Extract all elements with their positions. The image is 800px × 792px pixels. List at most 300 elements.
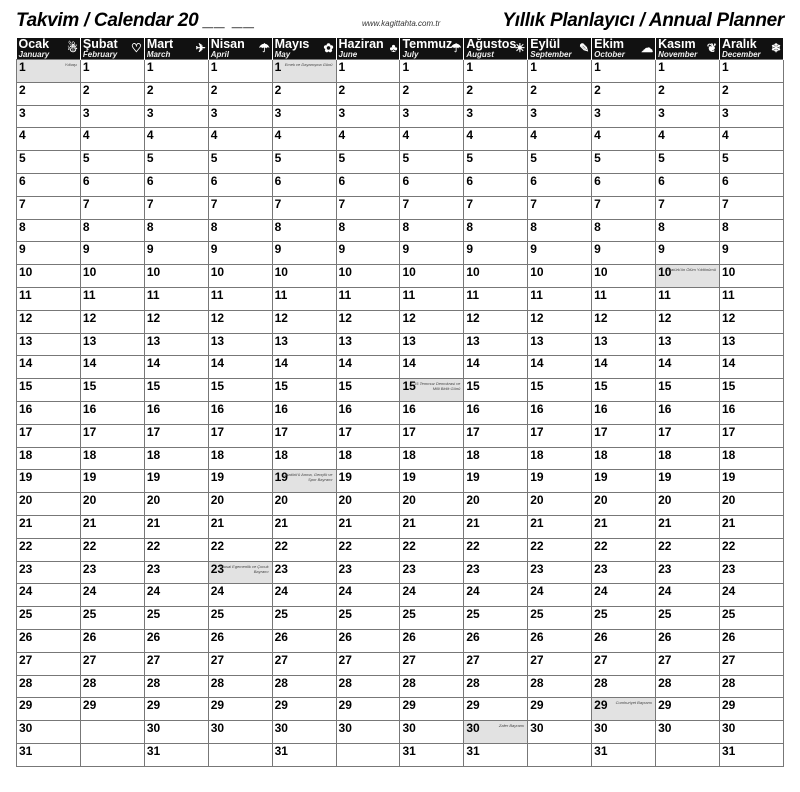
month-header-october: [592, 38, 656, 60]
day-cell: [208, 447, 272, 470]
month-name: Nisan: [210, 38, 245, 51]
day-number: 6: [658, 173, 665, 188]
day-number: 30: [210, 721, 225, 736]
day-number: 12: [530, 310, 544, 325]
day-cell: [272, 128, 336, 151]
day-cell: [80, 447, 144, 470]
day-number: 13: [19, 333, 33, 348]
empty-cell: [656, 743, 720, 766]
day-number: 27: [594, 652, 608, 667]
day-number: 16: [210, 401, 225, 416]
day-row: [17, 333, 784, 356]
annual-planner-grid: [16, 38, 784, 767]
month-header-march: [144, 38, 208, 60]
day-cell: [272, 82, 336, 105]
day-cell: [144, 447, 208, 470]
day-cell: [272, 333, 336, 356]
day-cell: [208, 333, 272, 356]
day-number: 24: [721, 584, 736, 599]
day-cell: [336, 128, 400, 151]
day-cell: [17, 447, 81, 470]
day-number: 3: [338, 105, 346, 120]
day-number: 8: [402, 219, 410, 234]
day-cell: [656, 401, 720, 424]
day-number: 28: [594, 675, 608, 690]
day-number: 3: [19, 105, 26, 120]
day-number: 2: [402, 82, 410, 97]
day-cell: [719, 584, 783, 607]
day-number: 7: [466, 196, 474, 211]
day-row: [17, 538, 784, 561]
day-number: 6: [530, 173, 537, 188]
day-number: 21: [146, 515, 161, 530]
day-number: 11: [210, 287, 224, 302]
day-number: 2: [594, 82, 601, 97]
day-number: 4: [530, 128, 537, 143]
day-number: 7: [721, 196, 729, 211]
day-number: 5: [19, 151, 26, 166]
day-number: 20: [721, 493, 736, 508]
day-number: 16: [466, 401, 480, 416]
day-number: 15: [402, 379, 416, 394]
day-number: 20: [658, 493, 672, 508]
day-number: 29: [146, 698, 161, 713]
day-cell: [719, 538, 783, 561]
day-number: 24: [338, 584, 352, 599]
day-row: [17, 219, 784, 242]
month-english-name: November: [658, 50, 698, 59]
holiday-cell: [592, 698, 656, 721]
day-number: 30: [402, 721, 416, 736]
day-number: 4: [274, 128, 282, 143]
day-cell: [656, 219, 720, 242]
day-cell: [528, 698, 592, 721]
day-cell: [80, 629, 144, 652]
day-number: 16: [82, 401, 97, 416]
day-cell: [17, 424, 81, 447]
day-cell: [719, 173, 783, 196]
day-cell: [656, 242, 720, 265]
day-cell: [17, 561, 81, 584]
day-number: 10: [338, 265, 352, 280]
day-cell: [656, 82, 720, 105]
day-row: [17, 447, 784, 470]
day-cell: [336, 561, 400, 584]
day-number: 13: [210, 333, 225, 348]
day-cell: [656, 493, 720, 516]
day-number: 21: [594, 515, 608, 530]
day-number: 7: [402, 196, 410, 211]
day-number: 4: [210, 128, 218, 143]
day-number: 5: [402, 151, 410, 166]
day-number: 17: [210, 424, 225, 439]
day-cell: [336, 379, 400, 402]
day-cell: [208, 287, 272, 310]
year-blank: __ __: [203, 10, 256, 31]
day-number: 15: [658, 379, 672, 394]
day-number: 16: [594, 401, 608, 416]
day-row: [17, 493, 784, 516]
day-cell: [719, 82, 783, 105]
day-cell: [656, 447, 720, 470]
day-number: 21: [82, 515, 97, 530]
day-number: 12: [594, 310, 608, 325]
day-cell: [400, 60, 464, 83]
day-number: 25: [82, 607, 97, 622]
day-number: 3: [210, 105, 218, 120]
day-number: 4: [466, 128, 474, 143]
day-number: 12: [274, 310, 288, 325]
day-cell: [17, 401, 81, 424]
day-cell: [400, 128, 464, 151]
day-number: 8: [594, 219, 601, 234]
day-cell: [528, 219, 592, 242]
day-cell: [144, 105, 208, 128]
day-number: 5: [721, 151, 729, 166]
day-cell: [336, 310, 400, 333]
day-number: 13: [402, 333, 416, 348]
day-cell: [656, 151, 720, 174]
day-cell: [400, 151, 464, 174]
day-number: 29: [274, 698, 288, 713]
day-number: 24: [594, 584, 608, 599]
day-number: 18: [338, 447, 352, 462]
day-cell: [208, 128, 272, 151]
day-number: 25: [594, 607, 608, 622]
day-number: 2: [530, 82, 537, 97]
month-header-april: [208, 38, 272, 60]
day-cell: [528, 105, 592, 128]
day-number: 26: [146, 629, 161, 644]
day-number: 1: [146, 60, 154, 74]
day-cell: [528, 287, 592, 310]
day-cell: [719, 219, 783, 242]
day-number: 17: [658, 424, 672, 439]
day-cell: [208, 652, 272, 675]
website-label: www.kagittahta.com.tr: [362, 19, 441, 28]
day-cell: [336, 607, 400, 630]
holiday-note: 15 Temmuz Demokrasi ve Milli Birlik Günü: [414, 381, 461, 392]
day-cell: [336, 333, 400, 356]
day-number: 21: [530, 515, 544, 530]
day-number: 22: [402, 538, 416, 553]
day-number: 9: [19, 242, 26, 257]
day-cell: [17, 629, 81, 652]
day-number: 20: [146, 493, 161, 508]
day-cell: [592, 607, 656, 630]
day-number: 6: [721, 173, 729, 188]
day-number: 4: [402, 128, 410, 143]
day-number: 29: [82, 698, 97, 713]
day-number: 20: [82, 493, 97, 508]
day-cell: [528, 379, 592, 402]
day-number: 27: [466, 652, 480, 667]
day-cell: [528, 607, 592, 630]
kite-icon: ✈: [195, 41, 206, 55]
day-cell: [464, 287, 528, 310]
day-number: 17: [594, 424, 608, 439]
day-number: 27: [530, 652, 544, 667]
day-number: 13: [658, 333, 672, 348]
leaf-icon: ❦: [706, 41, 717, 55]
day-cell: [144, 629, 208, 652]
day-number: 24: [146, 584, 161, 599]
day-cell: [528, 447, 592, 470]
day-cell: [400, 105, 464, 128]
day-number: 23: [402, 561, 416, 576]
day-number: 1: [402, 60, 410, 74]
day-number: 11: [530, 287, 543, 302]
day-number: 16: [530, 401, 544, 416]
day-cell: [80, 128, 144, 151]
day-cell: [592, 379, 656, 402]
day-cell: [400, 173, 464, 196]
day-number: 22: [721, 538, 736, 553]
day-cell: [656, 424, 720, 447]
day-cell: [719, 356, 783, 379]
day-cell: [592, 538, 656, 561]
day-cell: [400, 652, 464, 675]
day-cell: [208, 379, 272, 402]
day-cell: [17, 493, 81, 516]
day-cell: [336, 652, 400, 675]
day-cell: [80, 584, 144, 607]
day-cell: [719, 424, 783, 447]
day-cell: [528, 196, 592, 219]
day-cell: [17, 196, 81, 219]
day-cell: [656, 675, 720, 698]
holiday-note: Ulusal Egemenlik ve Çocuk Bayramı: [219, 563, 269, 574]
day-row: [17, 287, 784, 310]
day-number: 31: [594, 743, 608, 758]
month-name: Ağustos: [466, 38, 517, 51]
day-number: 24: [402, 584, 416, 599]
day-number: 18: [658, 447, 672, 462]
day-number: 24: [530, 584, 544, 599]
day-number: 23: [19, 561, 33, 576]
day-cell: [272, 265, 336, 288]
day-row: [17, 470, 784, 493]
day-cell: [719, 721, 783, 744]
day-cell: [17, 743, 81, 766]
day-number: 22: [658, 538, 672, 553]
day-cell: [592, 652, 656, 675]
day-number: 19: [466, 470, 480, 485]
day-cell: [208, 401, 272, 424]
day-number: 6: [210, 173, 218, 188]
day-cell: [464, 196, 528, 219]
day-number: 28: [530, 675, 544, 690]
day-number: 10: [466, 265, 480, 280]
day-cell: [592, 151, 656, 174]
day-cell: [528, 128, 592, 151]
day-cell: [17, 333, 81, 356]
day-cell: [272, 356, 336, 379]
day-number: 30: [19, 721, 33, 736]
day-number: 28: [658, 675, 672, 690]
planner-title: Yıllık Planlayıcı / Annual Planner: [502, 10, 784, 31]
day-cell: [400, 310, 464, 333]
day-number: 21: [466, 515, 480, 530]
day-cell: [656, 60, 720, 83]
day-cell: [464, 675, 528, 698]
calendar-title: [16, 10, 256, 32]
day-cell: [719, 652, 783, 675]
day-number: 6: [274, 173, 282, 188]
day-number: 20: [530, 493, 544, 508]
day-cell: [528, 493, 592, 516]
day-number: 11: [274, 287, 288, 302]
day-number: 9: [721, 242, 729, 257]
cloud-icon: ☁: [641, 41, 654, 55]
day-number: 5: [210, 151, 218, 166]
day-cell: [656, 470, 720, 493]
day-cell: [592, 515, 656, 538]
day-number: 28: [338, 675, 352, 690]
day-cell: [208, 265, 272, 288]
day-cell: [719, 287, 783, 310]
day-cell: [17, 173, 81, 196]
day-cell: [336, 515, 400, 538]
day-cell: [336, 105, 400, 128]
day-number: 23: [721, 561, 736, 576]
day-number: 8: [274, 219, 282, 234]
day-number: 2: [82, 82, 90, 97]
day-number: 20: [210, 493, 225, 508]
day-cell: [80, 60, 144, 83]
day-number: 8: [210, 219, 218, 234]
day-number: 11: [338, 287, 352, 302]
day-number: 23: [530, 561, 544, 576]
day-number: 14: [274, 356, 288, 371]
day-cell: [17, 675, 81, 698]
day-cell: [400, 470, 464, 493]
day-cell: [400, 265, 464, 288]
day-cell: [144, 219, 208, 242]
day-cell: [528, 721, 592, 744]
day-number: 5: [146, 151, 154, 166]
day-cell: [208, 721, 272, 744]
day-cell: [400, 196, 464, 219]
day-cell: [17, 721, 81, 744]
day-cell: [144, 493, 208, 516]
month-name: Mayıs: [274, 38, 310, 51]
day-number: 29: [721, 698, 736, 713]
day-cell: [528, 310, 592, 333]
day-number: 29: [402, 698, 416, 713]
day-cell: [336, 424, 400, 447]
snowflake-icon: ❄: [770, 41, 781, 55]
day-number: 2: [338, 82, 346, 97]
day-cell: [592, 401, 656, 424]
day-cell: [272, 447, 336, 470]
day-number: 3: [594, 105, 601, 120]
day-cell: [144, 173, 208, 196]
day-cell: [144, 333, 208, 356]
day-cell: [528, 173, 592, 196]
day-number: 31: [19, 743, 33, 758]
day-cell: [592, 675, 656, 698]
day-cell: [144, 242, 208, 265]
empty-cell: [80, 721, 144, 744]
day-cell: [719, 561, 783, 584]
day-cell: [719, 493, 783, 516]
day-number: 7: [19, 196, 26, 211]
day-cell: [80, 333, 144, 356]
day-number: 25: [530, 607, 544, 622]
day-cell: [719, 607, 783, 630]
month-header-january: [17, 38, 81, 60]
day-number: 25: [274, 607, 288, 622]
day-cell: [144, 698, 208, 721]
day-number: 30: [338, 721, 352, 736]
day-cell: [17, 538, 81, 561]
day-number: 4: [146, 128, 154, 143]
day-number: 17: [19, 424, 33, 439]
day-number: 19: [146, 470, 161, 485]
day-cell: [144, 196, 208, 219]
day-number: 18: [210, 447, 225, 462]
day-number: 8: [721, 219, 729, 234]
day-cell: [592, 493, 656, 516]
day-cell: [592, 196, 656, 219]
day-number: 29: [19, 698, 33, 713]
day-row: [17, 356, 784, 379]
day-cell: [400, 743, 464, 766]
day-number: 19: [402, 470, 416, 485]
day-row: [17, 424, 784, 447]
day-cell: [80, 493, 144, 516]
day-number: 22: [82, 538, 97, 553]
day-number: 8: [82, 219, 90, 234]
day-cell: [336, 629, 400, 652]
day-cell: [17, 82, 81, 105]
day-cell: [400, 607, 464, 630]
day-number: 18: [466, 447, 480, 462]
day-number: 21: [721, 515, 736, 530]
day-cell: [80, 515, 144, 538]
day-cell: [656, 561, 720, 584]
holiday-cell: [272, 470, 336, 493]
day-number: 12: [19, 310, 33, 325]
day-number: 12: [82, 310, 97, 325]
day-number: 11: [146, 287, 160, 302]
day-cell: [17, 105, 81, 128]
holiday-cell: [17, 60, 81, 83]
rain-cloud-icon: ☂: [258, 41, 270, 55]
day-number: 15: [210, 379, 225, 394]
day-number: 1: [530, 60, 537, 74]
day-number: 26: [274, 629, 288, 644]
day-cell: [528, 584, 592, 607]
day-cell: [272, 219, 336, 242]
day-cell: [400, 356, 464, 379]
day-cell: [528, 401, 592, 424]
day-cell: [336, 287, 400, 310]
day-cell: [17, 356, 81, 379]
day-number: 28: [146, 675, 161, 690]
day-cell: [719, 60, 783, 83]
day-number: 18: [274, 447, 288, 462]
calendar-title-text: Takvim / Calendar 20: [16, 10, 199, 31]
day-cell: [528, 356, 592, 379]
day-number: 15: [274, 379, 288, 394]
day-cell: [80, 105, 144, 128]
day-cell: [272, 607, 336, 630]
day-number: 2: [274, 82, 282, 97]
day-number: 4: [338, 128, 346, 143]
day-number: 1: [466, 60, 474, 74]
